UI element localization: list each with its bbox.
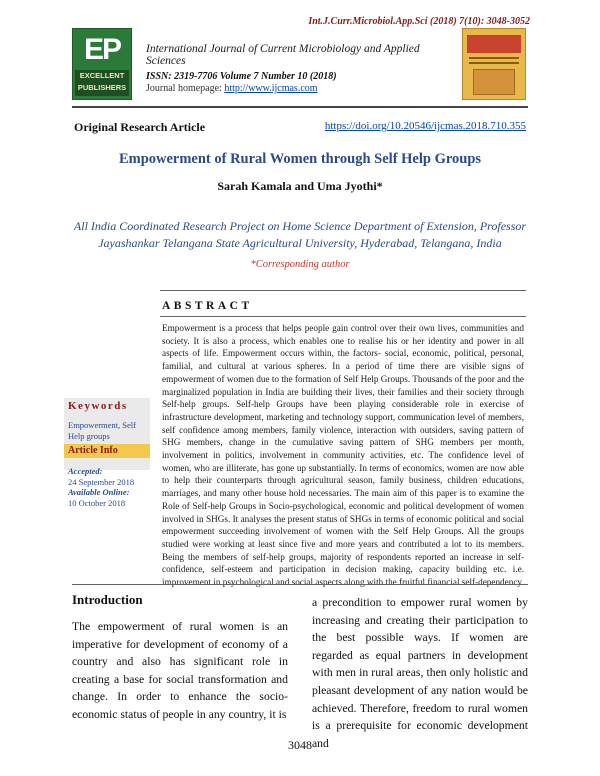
available-label: Available Online:	[68, 487, 130, 497]
cover-line	[469, 57, 519, 59]
body-column-right: a precondition to empower rural women by increasing and creating their participation to the best possible ways. If women are regarded as equal partners in development with men in rural areas, then only holistic and pleasant development of any nation would be achieved. Therefore, freedom to rural women is a prerequisite for economic development and	[312, 596, 528, 750]
homepage-label: Journal homepage:	[146, 83, 225, 94]
authors: Sarah Kamala and Uma Jyothi*	[217, 179, 383, 193]
accepted-label: Accepted:	[68, 466, 103, 476]
logo-text: EXCELLENT PUBLISHERS	[75, 70, 129, 96]
abstract-bottom-rule	[72, 584, 528, 585]
header-rule	[72, 106, 528, 108]
available-date: 10 October 2018	[68, 497, 126, 508]
abstract-heading: ABSTRACT	[162, 300, 253, 312]
journal-homepage	[146, 83, 456, 94]
homepage-link[interactable]: http://www.ijcmas.com	[224, 83, 318, 94]
abstract-heading-rule	[160, 316, 526, 317]
doi-link[interactable]: https://doi.org/10.20546/ijcmas.2018.710.355	[324, 120, 526, 132]
logo-mark: EP	[83, 33, 121, 66]
issn-line: ISSN: 2319-7706 Volume 7 Number 10 (2018)	[146, 71, 337, 82]
section-heading-introduction: Introduction	[72, 592, 143, 607]
article-dates	[68, 466, 152, 508]
keywords-list: Empowerment, Self Help groups	[68, 420, 136, 441]
affiliation: All India Coordinated Research Project on Home Science Department of Extension, Professor Jayashankar Telangana State Agricultural University, Hyderabad, Telangana, India	[73, 219, 527, 250]
journal-name: International Journal of Current Microbiology and Applied Sciences	[146, 43, 420, 67]
article-title: Empowerment of Rural Women through Self Help Groups	[118, 151, 482, 167]
running-head: Int.J.Curr.Microbiol.App.Sci (2018) 7(10): 3048-3052	[308, 16, 530, 27]
cover-illustration	[473, 69, 515, 95]
abstract-top-rule	[160, 290, 526, 291]
journal-info	[146, 43, 456, 94]
article-type: Original Research Article	[74, 120, 206, 134]
cover-title-band	[467, 35, 521, 53]
abstract-text: Empowerment is a process that helps people gain control over their own lives, communities and society. It is also a process, which enables one to realise his or her identity and power in all aspects of life. Empowerment occurs within, the factors- social, economic, political, personal, familial, and cultural at various spheres. In a period of time there are visible signs of empowerment of women due to the formation of Self Help Groups. Thousands of the poor and the marginalized population in India are building their lives, their families and their society through Self-help groups. Self-help Groups have been playing considerable role in exercise of infrastructure development, marketing and technology support, communication level of members, self confidence among members, family violence, interaction with outsiders, saving pattern of SHG members, change in the cumulative saving pattern of SHG members per month, involvement in politics, involvement in community activities, etc. The confidence level of women, who are illiterate, has gone up substantially. In terms of economics, women are now able to help their counterparts through agricultural season, family business, children educations, marriages, and many other house hold necessaries. The main aim of this paper is to examine the Role of Self-help Groups in Socio-psychological, economic and political development of women involved in SHGs. It analyses the present status of SHGs in terms of economic political and social empowerment succeeding involvement of women with the Self Help Groups. All the groups studied were working at least since five and more years and contributed a lot to its members. Being the members of self-help groups, majority of respondents reported an increase in self-confidence, self-esteem and participation in decision making, capacity building etc. i.e. improvement in psychological and social aspects along with the fruitful financial self-dependency.	[162, 323, 524, 588]
page-number: 3048	[288, 738, 312, 752]
corresponding-author: *Corresponding author	[250, 259, 350, 270]
cover-line	[469, 62, 519, 64]
keywords-heading: Keywords	[68, 400, 128, 412]
journal-cover-image	[462, 28, 526, 100]
accepted-date: 24 September 2018	[68, 476, 135, 487]
body-column-left: The empowerment of rural women is an imperative for development of economy of a country and also has significant role in creating a base for social transformation and change. In order to enhance the socio-economic status of people in any country, it is	[72, 620, 288, 721]
article-info-heading: Article Info	[68, 445, 118, 456]
publisher-logo	[72, 28, 132, 100]
